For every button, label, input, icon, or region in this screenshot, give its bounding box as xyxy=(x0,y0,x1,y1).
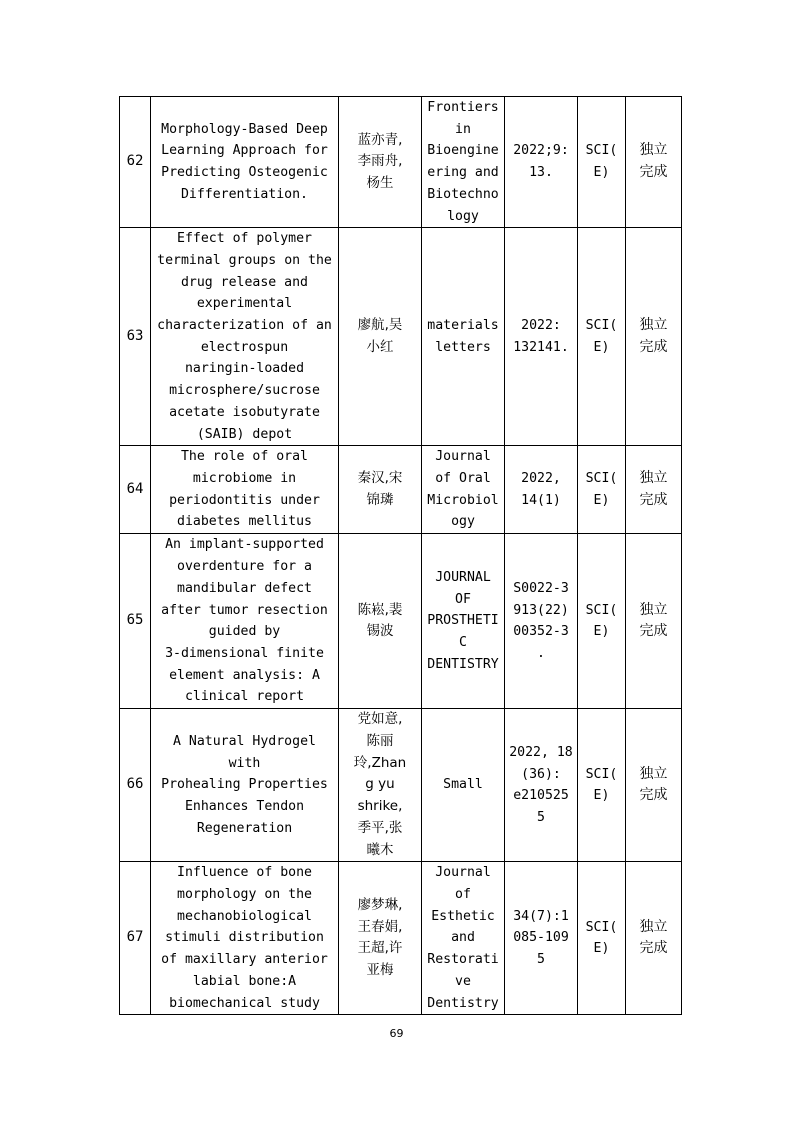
journal-name: Frontiers in Bioengine ering and Biotechno logy xyxy=(422,97,505,228)
index-type: SCI( E) xyxy=(578,228,626,446)
row-number: 66 xyxy=(120,709,151,862)
paper-title: The role of oral microbiome in periodontitis under diabetes mellitus xyxy=(151,446,339,534)
publications-table xyxy=(119,96,682,1015)
paper-authors: 陈崧,裴 锡波 xyxy=(339,534,422,709)
table-row xyxy=(120,228,682,446)
publication-info: 34(7):1 085-109 5 xyxy=(505,862,578,1015)
table-row xyxy=(120,709,682,862)
completion-status: 独立 完成 xyxy=(626,709,682,862)
completion-status: 独立 完成 xyxy=(626,862,682,1015)
paper-title: Effect of polymer terminal groups on the drug release and experimental characterization of an electrospun naringin-loaded microsphere/sucrose acetate isobutyrate (SAIB) depot xyxy=(151,228,339,446)
paper-title: An implant-supported overdenture for a mandibular defect after tumor resection guided by 3-dimensional finite element analysis: A clinical report xyxy=(151,534,339,709)
publication-info: 2022;9: 13. xyxy=(505,97,578,228)
journal-name: Small xyxy=(422,709,505,862)
table-row xyxy=(120,446,682,534)
paper-authors: 廖航,吴 小红 xyxy=(339,228,422,446)
paper-authors: 蓝亦青, 李雨舟, 杨生 xyxy=(339,97,422,228)
publication-info: 2022, 18 (36): e210525 5 xyxy=(505,709,578,862)
index-type: SCI( E) xyxy=(578,534,626,709)
journal-name: Journal of Oral Microbiol ogy xyxy=(422,446,505,534)
page-number: 69 xyxy=(389,1027,404,1040)
row-number: 62 xyxy=(120,97,151,228)
row-number: 67 xyxy=(120,862,151,1015)
row-number: 63 xyxy=(120,228,151,446)
paper-title: Morphology-Based Deep Learning Approach for Predicting Osteogenic Differentiation. xyxy=(151,97,339,228)
paper-title: Influence of bone morphology on the mechanobiological stimuli distribution of maxillary anterior labial bone:A biomechanical study xyxy=(151,862,339,1015)
table-row xyxy=(120,534,682,709)
paper-authors: 秦汉,宋 锦璘 xyxy=(339,446,422,534)
paper-authors: 党如意, 陈丽 玲,Zhan g yu shrike, 季平,张 曦木 xyxy=(339,709,422,862)
publication-info: 2022, 14(1) xyxy=(505,446,578,534)
completion-status: 独立 完成 xyxy=(626,446,682,534)
publication-info: S0022-3 913(22) 00352-3 . xyxy=(505,534,578,709)
journal-name: JOURNAL OF PROSTHETI C DENTISTRY xyxy=(422,534,505,709)
paper-authors: 廖梦琳, 王春娟, 王超,许 亚梅 xyxy=(339,862,422,1015)
index-type: SCI( E) xyxy=(578,862,626,1015)
paper-title: A Natural Hydrogel with Prohealing Properties Enhances Tendon Regeneration xyxy=(151,709,339,862)
table-row xyxy=(120,862,682,1015)
index-type: SCI( E) xyxy=(578,97,626,228)
row-number: 64 xyxy=(120,446,151,534)
table-row xyxy=(120,97,682,228)
journal-name: Journal of Esthetic and Restorati ve Dentistry xyxy=(422,862,505,1015)
index-type: SCI( E) xyxy=(578,709,626,862)
publication-info: 2022: 132141. xyxy=(505,228,578,446)
row-number: 65 xyxy=(120,534,151,709)
completion-status: 独立 完成 xyxy=(626,534,682,709)
journal-name: materials letters xyxy=(422,228,505,446)
completion-status: 独立 完成 xyxy=(626,97,682,228)
completion-status: 独立 完成 xyxy=(626,228,682,446)
index-type: SCI( E) xyxy=(578,446,626,534)
